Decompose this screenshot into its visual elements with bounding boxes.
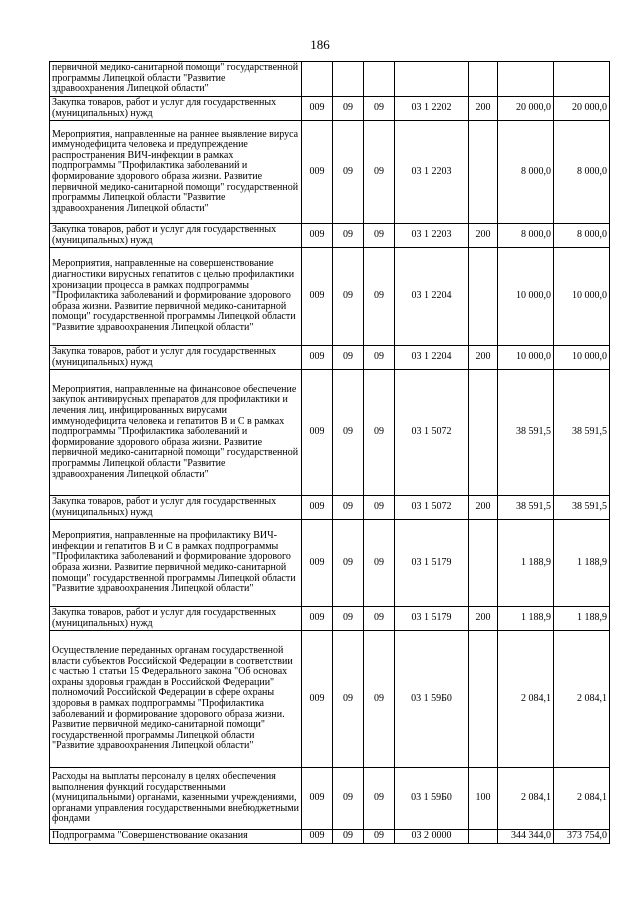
vr-code: 200 bbox=[469, 224, 498, 248]
csr-code: 03 1 59Б0 bbox=[395, 768, 469, 830]
row-name: Закупка товаров, работ и услуг для государственных (муниципальных) нужд bbox=[50, 224, 302, 248]
vr-code bbox=[469, 248, 498, 346]
vr-code: 200 bbox=[469, 607, 498, 631]
row-name: Расходы на выплаты персоналу в целях обеспечения выполнения функций государственными (муниципальными) органами, казенными учреждениями, органами управления государственными внебюджетными фондами bbox=[50, 768, 302, 830]
vr-code: 100 bbox=[469, 768, 498, 830]
rz-code bbox=[333, 62, 364, 97]
vr-code: 200 bbox=[469, 346, 498, 370]
row-name: Закупка товаров, работ и услуг для государственных (муниципальных) нужд bbox=[50, 496, 302, 520]
gr-code: 009 bbox=[302, 607, 333, 631]
row-name: Закупка товаров, работ и услуг для государственных (муниципальных) нужд bbox=[50, 346, 302, 370]
rz-code: 09 bbox=[333, 121, 364, 224]
amount-1: 8 000,0 bbox=[498, 121, 554, 224]
amount-1: 20 000,0 bbox=[498, 97, 554, 121]
row-name: Мероприятия, направленные на совершенствование диагностики вирусных гепатитов с целью профилактики хронизации процесса в рамках подпрограммы "Профилактика заболеваний и формирование здорового образа жизни. Развитие первичной медико-санитарной помощи" государственной программы Липецкой области "Развитие здравоохранения Липецкой области" bbox=[50, 248, 302, 346]
gr-code: 009 bbox=[302, 346, 333, 370]
table-row bbox=[50, 830, 610, 844]
pr-code: 09 bbox=[364, 631, 395, 768]
row-name: Осуществление переданных органам государственной власти субъектов Российской Федерации в соответствии с частью 1 статьи 15 Федерального закона "Об основах охраны здоровья граждан в Российской Федерации" полномочий Российской Федерации в сфере охраны здоровья в рамках подпрограммы "Профилактика заболеваний и формирование здорового образа жизни. Развитие первичной медико-санитарной помощи" государственной программы Липецкой области "Развитие здравоохранения Липецкой области" bbox=[50, 631, 302, 768]
rz-code: 09 bbox=[333, 631, 364, 768]
amount-1 bbox=[498, 62, 554, 97]
amount-1: 2 084,1 bbox=[498, 768, 554, 830]
pr-code: 09 bbox=[364, 370, 395, 496]
rz-code: 09 bbox=[333, 496, 364, 520]
gr-code: 009 bbox=[302, 496, 333, 520]
amount-2: 10 000,0 bbox=[554, 346, 610, 370]
pr-code: 09 bbox=[364, 121, 395, 224]
gr-code: 009 bbox=[302, 224, 333, 248]
row-name: Подпрограмма "Совершенствование оказания bbox=[50, 830, 302, 844]
amount-2: 2 084,1 bbox=[554, 631, 610, 768]
pr-code: 09 bbox=[364, 496, 395, 520]
vr-code bbox=[469, 520, 498, 607]
amount-2: 1 188,9 bbox=[554, 520, 610, 607]
row-name: Мероприятия, направленные на раннее выявление вируса иммунодефицита человека и предупреждение распространения ВИЧ-инфекции в рамках подпрограммы "Профилактика заболеваний и формирование здорового образа жизни. Развитие первичной медико-санитарной помощи" государственной программы Липецкой области "Развитие здравоохранения Липецкой области" bbox=[50, 121, 302, 224]
pr-code bbox=[364, 62, 395, 97]
budget-table bbox=[49, 61, 610, 844]
gr-code bbox=[302, 62, 333, 97]
row-name: Мероприятия, направленные на финансовое обеспечение закупок антивирусных препаратов для профилактики и лечения лиц, инфицированных вирусами иммунодефицита человека и гепатитов В и С в рамках подпрограммы "Профилактика заболеваний и формирование здорового образа жизни. Развитие первичной медико-санитарной помощи" государственной программы Липецкой области "Развитие здравоохранения Липецкой области" bbox=[50, 370, 302, 496]
table-row bbox=[50, 346, 610, 370]
amount-1: 8 000,0 bbox=[498, 224, 554, 248]
gr-code: 009 bbox=[302, 631, 333, 768]
vr-code bbox=[469, 631, 498, 768]
table-row bbox=[50, 121, 610, 224]
pr-code: 09 bbox=[364, 520, 395, 607]
amount-2: 20 000,0 bbox=[554, 97, 610, 121]
amount-1: 1 188,9 bbox=[498, 520, 554, 607]
pr-code: 09 bbox=[364, 768, 395, 830]
rz-code: 09 bbox=[333, 97, 364, 121]
gr-code: 009 bbox=[302, 370, 333, 496]
amount-2: 38 591,5 bbox=[554, 370, 610, 496]
pr-code: 09 bbox=[364, 224, 395, 248]
csr-code: 03 1 5179 bbox=[395, 607, 469, 631]
table-row bbox=[50, 224, 610, 248]
vr-code: 200 bbox=[469, 97, 498, 121]
table-row bbox=[50, 631, 610, 768]
csr-code: 03 1 2204 bbox=[395, 248, 469, 346]
amount-2: 8 000,0 bbox=[554, 224, 610, 248]
amount-1: 1 188,9 bbox=[498, 607, 554, 631]
vr-code bbox=[469, 62, 498, 97]
gr-code: 009 bbox=[302, 97, 333, 121]
table-row bbox=[50, 62, 610, 97]
vr-code bbox=[469, 121, 498, 224]
amount-2: 10 000,0 bbox=[554, 248, 610, 346]
csr-code: 03 1 2204 bbox=[395, 346, 469, 370]
amount-2: 1 188,9 bbox=[554, 607, 610, 631]
table-row bbox=[50, 370, 610, 496]
csr-code: 03 1 59Б0 bbox=[395, 631, 469, 768]
table-row bbox=[50, 520, 610, 607]
vr-code: 200 bbox=[469, 496, 498, 520]
pr-code: 09 bbox=[364, 248, 395, 346]
amount-2: 8 000,0 bbox=[554, 121, 610, 224]
rz-code: 09 bbox=[333, 248, 364, 346]
amount-1: 2 084,1 bbox=[498, 631, 554, 768]
rz-code: 09 bbox=[333, 370, 364, 496]
csr-code: 03 1 5072 bbox=[395, 370, 469, 496]
row-name: первичной медико-санитарной помощи" государственной программы Липецкой области "Развитие здравоохранения Липецкой области" bbox=[50, 62, 302, 97]
vr-code bbox=[469, 830, 498, 844]
table-row bbox=[50, 496, 610, 520]
amount-2 bbox=[554, 62, 610, 97]
row-name: Закупка товаров, работ и услуг для государственных (муниципальных) нужд bbox=[50, 97, 302, 121]
row-name: Мероприятия, направленные на профилактику ВИЧ-инфекции и гепатитов В и С в рамках подпрограммы "Профилактика заболеваний и формирование здорового образа жизни. Развитие первичной медико-санитарной помощи" государственной программы Липецкой области "Развитие здравоохранения Липецкой области" bbox=[50, 520, 302, 607]
vr-code bbox=[469, 370, 498, 496]
rz-code: 09 bbox=[333, 768, 364, 830]
csr-code: 03 1 2203 bbox=[395, 121, 469, 224]
gr-code: 009 bbox=[302, 121, 333, 224]
amount-2: 2 084,1 bbox=[554, 768, 610, 830]
rz-code: 09 bbox=[333, 607, 364, 631]
gr-code: 009 bbox=[302, 248, 333, 346]
rz-code: 09 bbox=[333, 224, 364, 248]
pr-code: 09 bbox=[364, 97, 395, 121]
rz-code: 09 bbox=[333, 346, 364, 370]
amount-1: 38 591,5 bbox=[498, 370, 554, 496]
amount-1: 10 000,0 bbox=[498, 248, 554, 346]
pr-code: 09 bbox=[364, 607, 395, 631]
gr-code: 009 bbox=[302, 520, 333, 607]
amount-2: 38 591,5 bbox=[554, 496, 610, 520]
rz-code: 09 bbox=[333, 830, 364, 844]
pr-code: 09 bbox=[364, 830, 395, 844]
csr-code: 03 1 5179 bbox=[395, 520, 469, 607]
amount-1: 10 000,0 bbox=[498, 346, 554, 370]
csr-code: 03 1 2203 bbox=[395, 224, 469, 248]
amount-2: 373 754,0 bbox=[554, 830, 610, 844]
table-row bbox=[50, 248, 610, 346]
csr-code bbox=[395, 62, 469, 97]
csr-code: 03 1 5072 bbox=[395, 496, 469, 520]
amount-1: 38 591,5 bbox=[498, 496, 554, 520]
gr-code: 009 bbox=[302, 830, 333, 844]
page-number: 186 bbox=[310, 37, 330, 52]
gr-code: 009 bbox=[302, 768, 333, 830]
table-row bbox=[50, 607, 610, 631]
pr-code: 09 bbox=[364, 346, 395, 370]
csr-code: 03 1 2202 bbox=[395, 97, 469, 121]
amount-1: 344 344,0 bbox=[498, 830, 554, 844]
table-row bbox=[50, 97, 610, 121]
rz-code: 09 bbox=[333, 520, 364, 607]
table-row bbox=[50, 768, 610, 830]
row-name: Закупка товаров, работ и услуг для государственных (муниципальных) нужд bbox=[50, 607, 302, 631]
csr-code: 03 2 0000 bbox=[395, 830, 469, 844]
